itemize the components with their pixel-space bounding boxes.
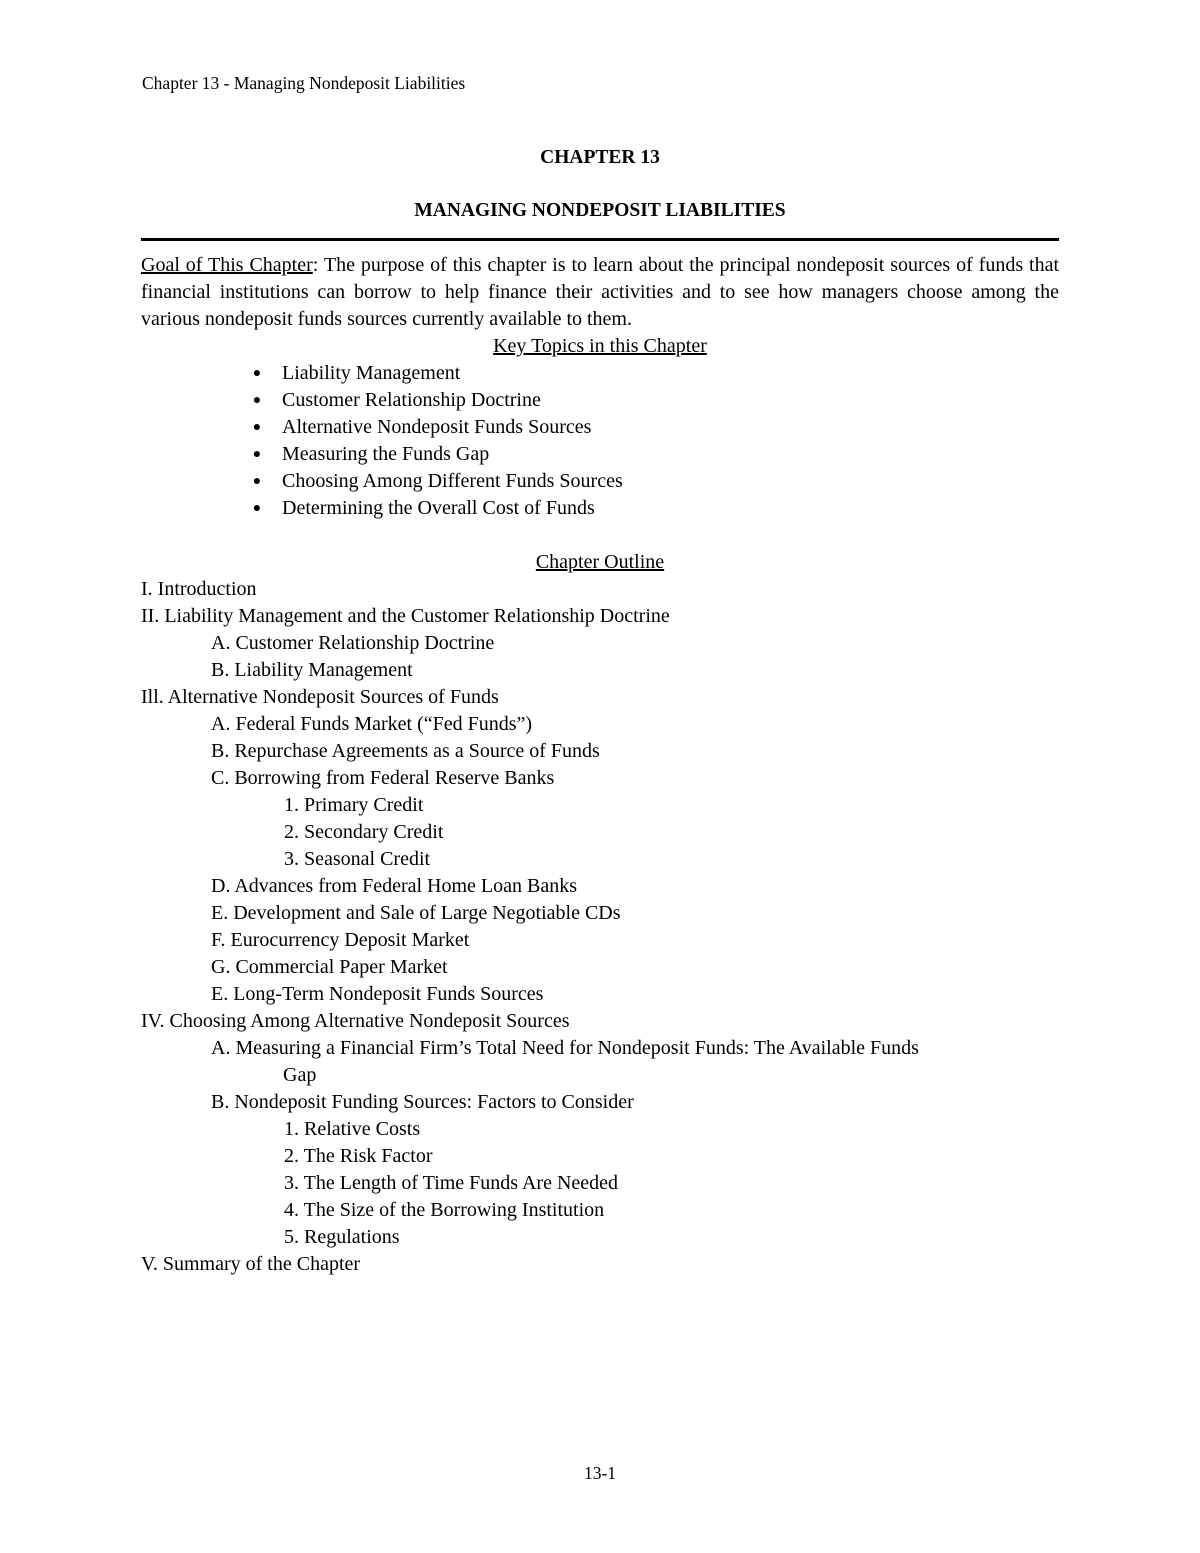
- outline-item-text: A. Customer Relationship Doctrine: [211, 632, 495, 654]
- outline-item: [141, 873, 1059, 900]
- outline-item-text: B. Liability Management: [211, 659, 413, 681]
- outline-item: [141, 954, 1059, 981]
- outline-item: [141, 1143, 1059, 1170]
- outline-item-text: 4. The Size of the Borrowing Institution: [284, 1199, 605, 1221]
- title-divider: [141, 238, 1059, 241]
- outline-item-text: 3. The Length of Time Funds Are Needed: [284, 1172, 619, 1194]
- outline-item: [141, 846, 1059, 873]
- key-topic-item: [141, 441, 1059, 468]
- outline-item-text: E. Long-Term Nondeposit Funds Sources: [211, 983, 544, 1005]
- outline-item: [141, 1116, 1059, 1143]
- outline-item: [141, 684, 1059, 711]
- page-content: [141, 252, 1059, 1278]
- goal-separator: :: [312, 254, 319, 276]
- chapter-title: MANAGING NONDEPOSIT LIABILITIES: [414, 200, 786, 221]
- chapter-number: CHAPTER 13: [540, 147, 660, 168]
- key-topic-text: Liability Management: [282, 362, 461, 384]
- outline-item: [141, 981, 1059, 1008]
- outline-item-text: 5. Regulations: [284, 1226, 400, 1248]
- outline-item-text: B. Nondeposit Funding Sources: Factors to Consider: [211, 1091, 634, 1113]
- outline-item: [141, 1224, 1059, 1251]
- outline-item: [141, 1197, 1059, 1224]
- key-topic-item: [141, 387, 1059, 414]
- outline-item-text: II. Liability Management and the Customer Relationship Doctrine: [141, 605, 670, 627]
- spacer: [141, 522, 1059, 549]
- outline-item: [141, 819, 1059, 846]
- outline-item-text: Ill. Alternative Nondeposit Sources of Funds: [141, 686, 499, 708]
- key-topics-heading: [141, 333, 1059, 360]
- key-topic-item: [141, 495, 1059, 522]
- goal-text: The purpose of this chapter is to learn about the principal nondeposit sources of funds that financial institutions can borrow to help finance their activities and to see how managers choose among the various nondeposit funds sources currently available to them.: [141, 254, 1060, 330]
- key-topic-text: Alternative Nondeposit Funds Sources: [282, 416, 592, 438]
- outline-item: [141, 1170, 1059, 1197]
- bullet-icon: ●: [252, 393, 262, 408]
- outline-item: [141, 1251, 1059, 1278]
- outline-item-text: 2. The Risk Factor: [284, 1145, 433, 1167]
- goal-label: Goal of This Chapter: [141, 254, 313, 276]
- outline-item-text: 3. Seasonal Credit: [284, 848, 431, 870]
- outline-item-text: 2. Secondary Credit: [284, 821, 444, 843]
- outline-item-text: G. Commercial Paper Market: [211, 956, 448, 978]
- outline-item-text: E. Development and Sale of Large Negotiable CDs: [211, 902, 621, 924]
- outline-item: [141, 1089, 1059, 1116]
- bullet-icon: ●: [252, 447, 262, 462]
- outline-item: [141, 927, 1059, 954]
- outline-item: [141, 792, 1059, 819]
- outline-item-text: I. Introduction: [141, 578, 257, 600]
- outline-item-text: A. Measuring a Financial Firm’s Total Need for Nondeposit Funds: The Available Funds: [211, 1037, 919, 1059]
- goal-paragraph: [141, 252, 1059, 333]
- running-header: Chapter 13 - Managing Nondeposit Liabilities: [142, 73, 466, 93]
- key-topic-text: Customer Relationship Doctrine: [282, 389, 541, 411]
- bullet-icon: ●: [252, 420, 262, 435]
- outline-item: [141, 765, 1059, 792]
- bullet-icon: ●: [252, 366, 262, 381]
- outline-heading-text: Chapter Outline: [535, 551, 665, 573]
- key-topic-item: [141, 468, 1059, 495]
- outline-item: [141, 1035, 1059, 1089]
- key-topic-item: [141, 414, 1059, 441]
- key-topic-text: Choosing Among Different Funds Sources: [282, 470, 623, 492]
- outline-item: [141, 711, 1059, 738]
- outline-item: [141, 657, 1059, 684]
- outline-item-text: 1. Relative Costs: [284, 1118, 421, 1140]
- outline-item-text: C. Borrowing from Federal Reserve Banks: [211, 767, 555, 789]
- outline-item-text: D. Advances from Federal Home Loan Banks: [211, 875, 578, 897]
- bullet-icon: ●: [252, 474, 262, 489]
- outline-item-text: F. Eurocurrency Deposit Market: [211, 929, 470, 951]
- outline-item: [141, 630, 1059, 657]
- outline-item-text: V. Summary of the Chapter: [141, 1253, 361, 1275]
- outline-item: [141, 738, 1059, 765]
- outline-item-text: B. Repurchase Agreements as a Source of Funds: [211, 740, 600, 762]
- outline-item-continuation: Gap: [283, 1064, 317, 1086]
- outline-item: [141, 603, 1059, 630]
- key-topics-list: [141, 360, 1059, 522]
- outline-heading: [141, 549, 1059, 576]
- outline-item: [141, 576, 1059, 603]
- key-topics-heading-text: Key Topics in this Chapter: [493, 335, 707, 357]
- outline-item-text: 1. Primary Credit: [284, 794, 424, 816]
- bullet-icon: ●: [252, 501, 262, 516]
- key-topic-text: Determining the Overall Cost of Funds: [282, 497, 595, 519]
- chapter-outline-list: [141, 576, 1059, 1278]
- key-topic-item: [141, 360, 1059, 387]
- outline-item-text: A. Federal Funds Market (“Fed Funds”): [211, 713, 533, 735]
- outline-item-text: IV. Choosing Among Alternative Nondeposit Sources: [141, 1010, 570, 1032]
- key-topic-text: Measuring the Funds Gap: [282, 443, 490, 465]
- outline-item: [141, 900, 1059, 927]
- outline-item: [141, 1008, 1059, 1035]
- page-number: 13-1: [583, 1463, 617, 1483]
